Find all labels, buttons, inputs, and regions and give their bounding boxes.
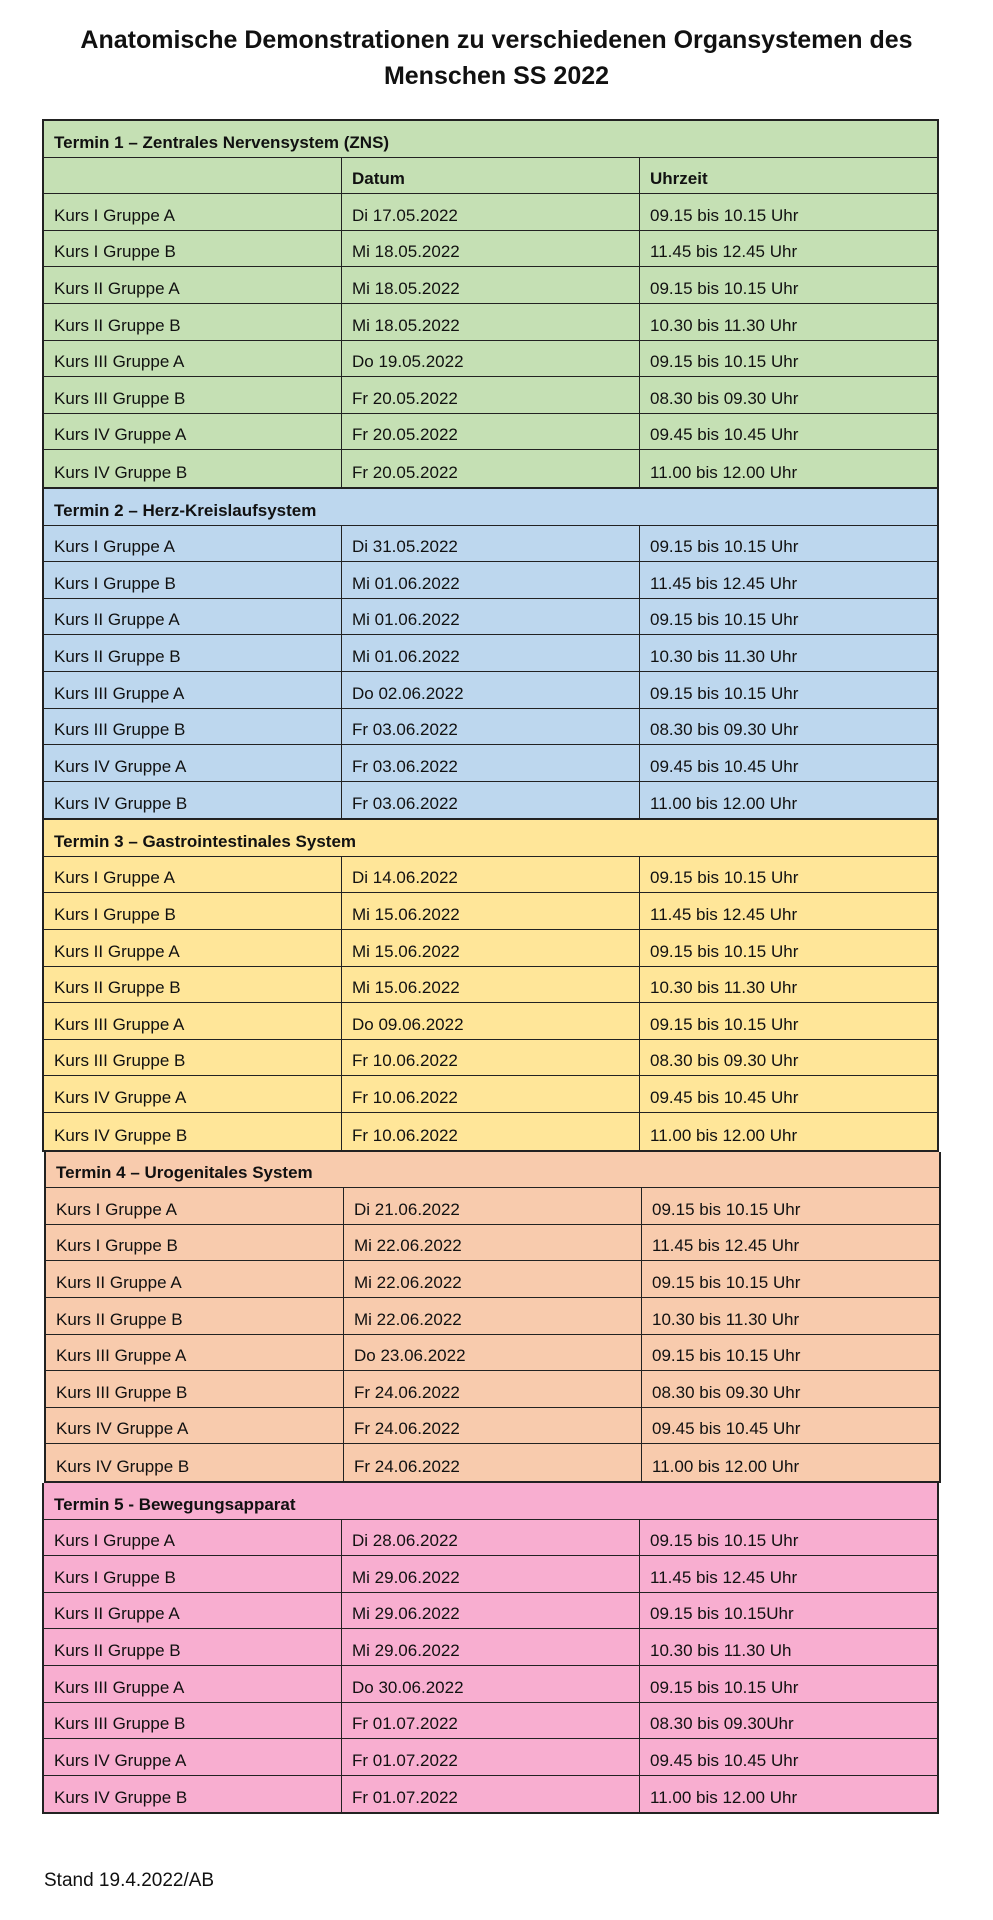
time-cell: 11.00 bis 12.00 Uhr [650,462,798,482]
course-group-cell: Kurs I Gruppe B [44,231,342,267]
date-cell: Fr 01.07.2022 [342,1776,640,1813]
column-header: Datum [342,158,640,194]
table-row [44,1593,937,1630]
termin-block [42,489,939,820]
time-cell: 10.30 bis 11.30 Uh [650,1640,792,1660]
course-group-cell: Kurs III Gruppe B [44,1040,342,1076]
status-footer: Stand 19.4.2022/AB [44,1870,215,1891]
table-row [44,1040,937,1077]
time-cell: 11.00 bis 12.00 Uhr [652,1456,800,1476]
table-row [44,1113,937,1150]
table-row [44,1556,937,1593]
table-row [44,1666,937,1703]
table-row [44,893,937,930]
table-row [44,526,937,563]
course-group-cell: Kurs II Gruppe A [44,599,342,635]
course-group-cell: Kurs III Gruppe B [44,377,342,413]
table-row [44,1776,937,1813]
course-group-cell: Kurs III Gruppe A [44,1003,342,1039]
table-row [44,341,937,378]
date-cell: Mi 29.06.2022 [342,1593,640,1629]
table-row [46,1408,939,1445]
course-group-cell: Kurs II Gruppe A [44,1593,342,1629]
table-row [44,414,937,451]
course-group-cell: Kurs IV Gruppe A [44,1076,342,1112]
page-title-line-2: Menschen SS 2022 [383,62,610,90]
time-cell: 09.15 bis 10.15 Uhr [650,1014,799,1034]
table-row [46,1261,939,1298]
termin-heading: Termin 3 – Gastrointestinales System [44,820,937,857]
date-cell: Di 21.06.2022 [344,1188,642,1224]
table-row [46,1444,939,1481]
time-cell: 08.30 bis 09.30 Uhr [650,1051,799,1071]
termin-heading: Termin 4 – Urogenitales System [46,1152,939,1189]
course-group-cell: Kurs I Gruppe A [44,857,342,893]
time-cell: 10.30 bis 11.30 Uhr [652,1309,800,1329]
course-group-cell: Kurs I Gruppe A [44,526,342,562]
course-group-cell: Kurs II Gruppe B [44,967,342,1003]
course-group-cell: Kurs IV Gruppe A [44,745,342,781]
time-cell: 09.45 bis 10.45 Uhr [652,1419,801,1439]
date-cell: Mi 01.06.2022 [342,599,640,635]
time-cell: 09.15 bis 10.15 Uhr [650,1677,799,1697]
column-header [44,158,342,194]
time-cell: 10.30 bis 11.30 Uhr [650,978,798,998]
date-cell: Mi 15.06.2022 [342,893,640,929]
course-group-cell: Kurs III Gruppe B [44,1703,342,1739]
course-group-cell: Kurs I Gruppe A [44,1520,342,1556]
time-cell: 08.30 bis 09.30 Uhr [650,388,799,408]
course-group-cell: Kurs II Gruppe B [44,1629,342,1665]
time-cell: 09.15 bis 10.15 Uhr [652,1273,801,1292]
time-cell: 11.00 bis 12.00 Uhr [650,794,798,814]
time-cell: 09.45 bis 10.45 Uhr [650,1750,799,1770]
course-group-cell: Kurs II Gruppe A [46,1261,344,1297]
table-row [44,1629,937,1666]
table-row [44,304,937,341]
course-group-cell: Kurs III Gruppe A [44,672,342,708]
date-cell: Fr 01.07.2022 [342,1703,640,1739]
date-cell: Fr 01.07.2022 [342,1739,640,1775]
table-row [44,930,937,967]
date-cell: Do 23.06.2022 [344,1335,642,1371]
date-cell: Mi 29.06.2022 [342,1629,640,1665]
date-cell: Fr 10.06.2022 [342,1040,640,1076]
time-cell: 08.30 bis 09.30 Uhr [650,720,799,740]
table-row [44,967,937,1004]
course-group-cell: Kurs III Gruppe B [44,709,342,745]
table-row [44,857,937,894]
table-row [44,782,937,819]
time-cell: 09.45 bis 10.45 Uhr [650,425,799,445]
date-cell: Do 02.06.2022 [342,672,640,708]
termin-heading: Termin 2 – Herz-Kreislaufsystem [44,489,937,526]
date-cell: Mi 18.05.2022 [342,267,640,303]
time-cell: 09.15 bis 10.15 Uhr [652,1346,801,1366]
course-group-cell: Kurs II Gruppe B [44,304,342,340]
date-cell: Mi 15.06.2022 [342,967,640,1003]
course-group-cell: Kurs I Gruppe B [44,562,342,598]
date-cell: Fr 20.05.2022 [342,414,640,450]
course-group-cell: Kurs I Gruppe B [44,1556,342,1592]
date-cell: Fr 03.06.2022 [342,782,640,819]
date-cell: Do 19.05.2022 [342,341,640,377]
column-header-row [44,158,937,195]
table-row [44,709,937,746]
time-cell: 09.15 bis 10.15Uhr [650,1604,794,1624]
termin-block [42,1483,939,1814]
course-group-cell: Kurs II Gruppe A [44,930,342,966]
time-cell: 08.30 bis 09.30Uhr [650,1714,794,1734]
time-cell: 11.45 bis 12.45 Uhr [650,242,798,262]
table-row [44,599,937,636]
table-row [44,377,937,414]
date-cell: Fr 20.05.2022 [342,450,640,487]
table-row [44,1003,937,1040]
date-cell: Fr 24.06.2022 [344,1444,642,1481]
table-row [46,1188,939,1225]
time-cell: 09.15 bis 10.15 Uhr [650,683,799,703]
course-group-cell: Kurs IV Gruppe A [46,1408,344,1444]
course-group-cell: Kurs II Gruppe B [44,635,342,671]
date-cell: Fr 03.06.2022 [342,709,640,745]
schedule-table [42,119,939,1814]
date-cell: Di 31.05.2022 [342,526,640,562]
time-cell: 11.00 bis 12.00 Uhr [650,1788,798,1808]
date-cell: Mi 01.06.2022 [342,635,640,671]
table-row [44,1520,937,1557]
course-group-cell: Kurs IV Gruppe A [44,414,342,450]
table-row [44,231,937,268]
termin-block [42,119,939,489]
course-group-cell: Kurs IV Gruppe B [44,1113,342,1150]
date-cell: Fr 20.05.2022 [342,377,640,413]
date-cell: Mi 18.05.2022 [342,304,640,340]
course-group-cell: Kurs III Gruppe B [46,1371,344,1407]
time-cell: 09.15 bis 10.15 Uhr [650,941,799,961]
time-cell: 09.45 bis 10.45 Uhr [650,1088,799,1108]
termin-heading: Termin 1 – Zentrales Nervensystem (ZNS) [44,121,937,158]
date-cell: Mi 15.06.2022 [342,930,640,966]
table-row [44,1739,937,1776]
termin-block [42,820,939,1151]
page-title-line-1: Anatomische Demonstrationen zu verschiedenen Organsystemen des [80,26,913,54]
date-cell: Mi 18.05.2022 [342,231,640,267]
time-cell: 10.30 bis 11.30 Uhr [650,315,798,335]
date-cell: Mi 29.06.2022 [342,1556,640,1592]
course-group-cell: Kurs I Gruppe B [44,893,342,929]
time-cell: 11.45 bis 12.45 Uhr [650,573,798,593]
time-cell: 11.45 bis 12.45 Uhr [650,905,798,925]
time-cell: 09.15 bis 10.15 Uhr [650,868,799,888]
time-cell: 09.15 bis 10.15 Uhr [650,610,799,630]
course-group-cell: Kurs I Gruppe B [46,1225,344,1261]
course-group-cell: Kurs IV Gruppe B [44,1776,342,1813]
time-cell: 10.30 bis 11.30 Uhr [650,646,798,666]
table-row [44,267,937,304]
table-row [44,1076,937,1113]
course-group-cell: Kurs IV Gruppe A [44,1739,342,1775]
table-row [44,1703,937,1740]
time-cell: 11.00 bis 12.00 Uhr [650,1125,798,1145]
column-header: Uhrzeit [650,169,708,189]
date-cell: Mi 22.06.2022 [344,1298,642,1334]
date-cell: Fr 10.06.2022 [342,1076,640,1112]
table-row [44,562,937,599]
time-cell: 08.30 bis 09.30 Uhr [652,1382,801,1402]
table-row [46,1335,939,1372]
time-cell: 09.15 bis 10.15 Uhr [650,537,799,557]
course-group-cell: Kurs IV Gruppe B [46,1444,344,1481]
time-cell: 11.45 bis 12.45 Uhr [652,1236,800,1256]
date-cell: Mi 01.06.2022 [342,562,640,598]
course-group-cell: Kurs III Gruppe A [44,341,342,377]
table-row [46,1371,939,1408]
date-cell: Fr 10.06.2022 [342,1113,640,1150]
date-cell: Fr 24.06.2022 [344,1408,642,1444]
date-cell: Mi 22.06.2022 [344,1225,642,1261]
time-cell: 09.15 bis 10.15 Uhr [650,278,799,298]
date-cell: Mi 22.06.2022 [344,1261,642,1297]
page-title [40,22,953,94]
date-cell: Di 14.06.2022 [342,857,640,893]
date-cell: Do 09.06.2022 [342,1003,640,1039]
termin-heading: Termin 5 - Bewegungsapparat [44,1483,937,1520]
date-cell: Fr 24.06.2022 [344,1371,642,1407]
time-cell: 09.15 bis 10.15 Uhr [650,1531,799,1551]
time-cell: 11.45 bis 12.45 Uhr [650,1567,798,1587]
date-cell: Do 30.06.2022 [342,1666,640,1702]
course-group-cell: Kurs I Gruppe A [44,194,342,230]
table-row [46,1298,939,1335]
time-cell: 09.15 bis 10.15 Uhr [652,1199,801,1219]
table-row [46,1225,939,1262]
course-group-cell: Kurs III Gruppe A [46,1335,344,1371]
course-group-cell: Kurs I Gruppe A [46,1188,344,1224]
date-cell: Di 28.06.2022 [342,1520,640,1556]
course-group-cell: Kurs III Gruppe A [44,1666,342,1702]
time-cell: 09.15 bis 10.15 Uhr [650,352,799,372]
table-row [44,745,937,782]
course-group-cell: Kurs II Gruppe B [46,1298,344,1334]
date-cell: Fr 03.06.2022 [342,745,640,781]
table-row [44,635,937,672]
time-cell: 09.45 bis 10.45 Uhr [650,756,799,776]
date-cell: Di 17.05.2022 [342,194,640,230]
termin-block [44,1152,941,1483]
table-row [44,672,937,709]
table-row [44,450,937,487]
course-group-cell: Kurs II Gruppe A [44,267,342,303]
table-row [44,194,937,231]
course-group-cell: Kurs IV Gruppe B [44,450,342,487]
course-group-cell: Kurs IV Gruppe B [44,782,342,819]
time-cell: 09.15 bis 10.15 Uhr [650,205,799,225]
